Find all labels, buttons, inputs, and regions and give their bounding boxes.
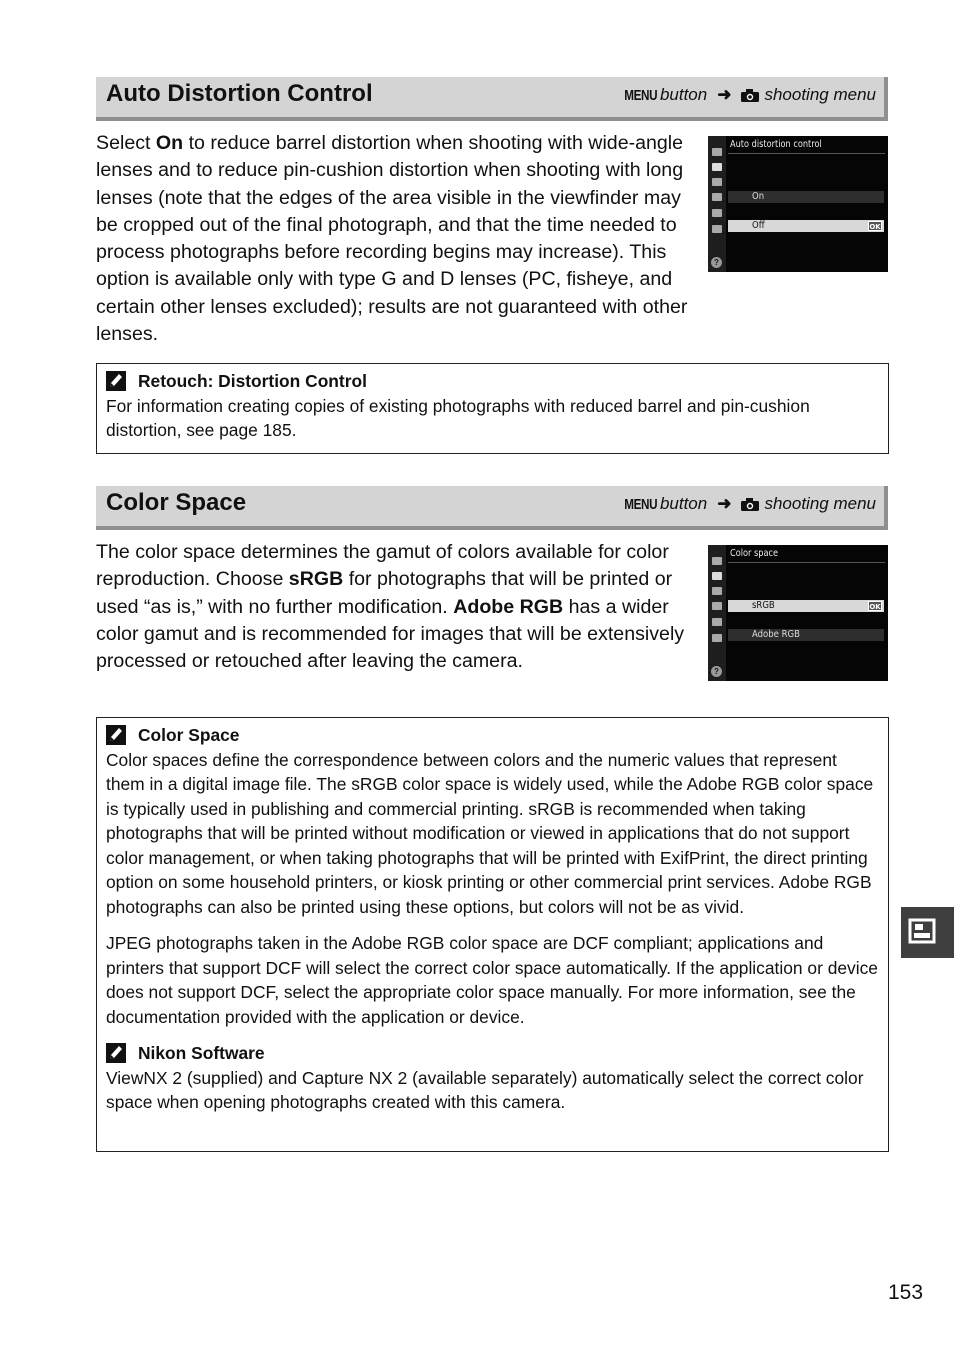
ok-badge: OK [869,603,881,611]
wrench-icon [712,602,722,610]
shooting-menu-tab-icon [901,907,954,958]
option-on[interactable]: On [728,191,884,203]
menu-name: shooting menu [764,494,876,513]
section-header-auto-distortion [96,77,888,121]
text-run: Select [96,132,156,154]
note-title: Nikon Software [138,1043,265,1063]
chapter-tab [901,907,954,958]
menu-label: MENU [624,86,657,104]
retouch-icon [712,618,722,626]
playback-icon [712,557,722,565]
camera-screen-auto-distortion [708,136,888,272]
camera-icon [712,572,722,580]
camera-icon [741,498,759,511]
note-paragraph: JPEG photographs taken in the Adobe RGB color space are DCF compliant; applications and printers that support DCF will select the correct color space automatically. If the application or device does not support DCF, select the appropriate color space manually. For more information, see the documentation provided with the application or device. [106,933,878,1027]
section-title: Color Space [106,489,247,516]
option-adobe-rgb: Adobe RGB [453,595,564,618]
menu-path [615,85,876,105]
option-srgb[interactable]: sRGB OK [728,600,884,612]
ok-badge: OK [869,223,881,231]
divider [728,562,885,563]
pencil-icon [712,178,722,186]
text-run: to reduce barrel distortion when shooting with wide-angle lenses and to reduce pin-cushion distortion when shooting with long lenses (note that the edges of the area visible in the viewfinder may be cropped out of the final photograph, and that the time needed to process photographs before recording begins may increase). This option is available only with type G and D lenses (PC, fisheye, and certain other lenses excluded); results are not guaranteed with other lenses. [96,132,688,346]
help-icon: ? [711,666,722,677]
note-paragraph: Color spaces define the correspondence between colors and the numeric values that represent them in a digital image file. The sRGB color space is widely used, while the Adobe RGB color space is typically used in publishing and commercial printing. sRGB is recommended when taking photographs that will be printed without modification or viewed in applications that do not support color management, or when taking photographs that will be printed with ExifPrint, the direct printing option on some household printers, or kiosk printing or other commercial print services. Adobe RGB photographs can also be printed using these options, but colors will not be as vivid. [106,749,874,917]
note-color-space [96,717,889,1152]
menu-name: shooting menu [764,85,876,104]
camera-screen-color-space [708,545,888,681]
menu-sidebar [708,545,726,681]
arrow-icon: ➜ [717,85,732,104]
note-paragraph: ViewNX 2 (supplied) and Capture NX 2 (available separately) automatically select the correct color space when opening photographs created with this camera. [106,1067,864,1112]
screen-title: Color space [730,548,779,559]
note-text: For information creating copies of existing photographs with reduced barrel and pin-cushion distortion, see page 185. [106,395,810,440]
text-run: has a wider color gamut and is recommended for images that will be extensively processed or retouched after leaving the camera. [96,595,685,673]
arrow-icon: ➜ [717,494,732,513]
wrench-icon [712,193,722,201]
menu-path [615,494,876,514]
pencil-note-icon [106,725,126,745]
pencil-note-icon [106,1043,126,1063]
pencil-icon [712,587,722,595]
option-on: On [155,132,184,154]
note-title: Color Space [138,725,240,745]
pencil-note-icon [106,371,126,391]
note-heading [106,369,879,394]
option-adobe-rgb[interactable]: Adobe RGB [728,629,884,641]
camera-icon [741,89,759,102]
color-space-description [96,539,700,675]
note-retouch-distortion [96,363,889,454]
screen-title: Auto distortion control [730,139,822,150]
text-run: The color space determines the gamut of colors available for color reproduction. Choose [96,541,669,591]
section-title: Auto Distortion Control [106,80,373,107]
option-srgb: sRGB [288,568,344,591]
camera-icon [712,163,722,171]
help-icon: ? [711,257,722,268]
menu-label: MENU [624,495,657,513]
text-run: for photographs that will be printed or used “as is,” with no further modification. [96,568,673,618]
menu-sidebar [708,136,726,272]
note-heading [106,723,879,748]
button-label: button [659,494,708,513]
section-header-color-space [96,486,888,530]
recent-settings-icon [712,225,722,233]
option-off[interactable]: Off OK [728,220,884,232]
button-label: button [659,85,708,104]
note-heading [106,1041,879,1066]
divider [728,153,885,154]
recent-settings-icon [712,634,722,642]
note-title: Retouch: Distortion Control [138,371,367,391]
retouch-icon [712,209,722,217]
auto-distortion-description [96,130,700,348]
page-number: 153 [888,1281,924,1304]
playback-icon [712,148,722,156]
